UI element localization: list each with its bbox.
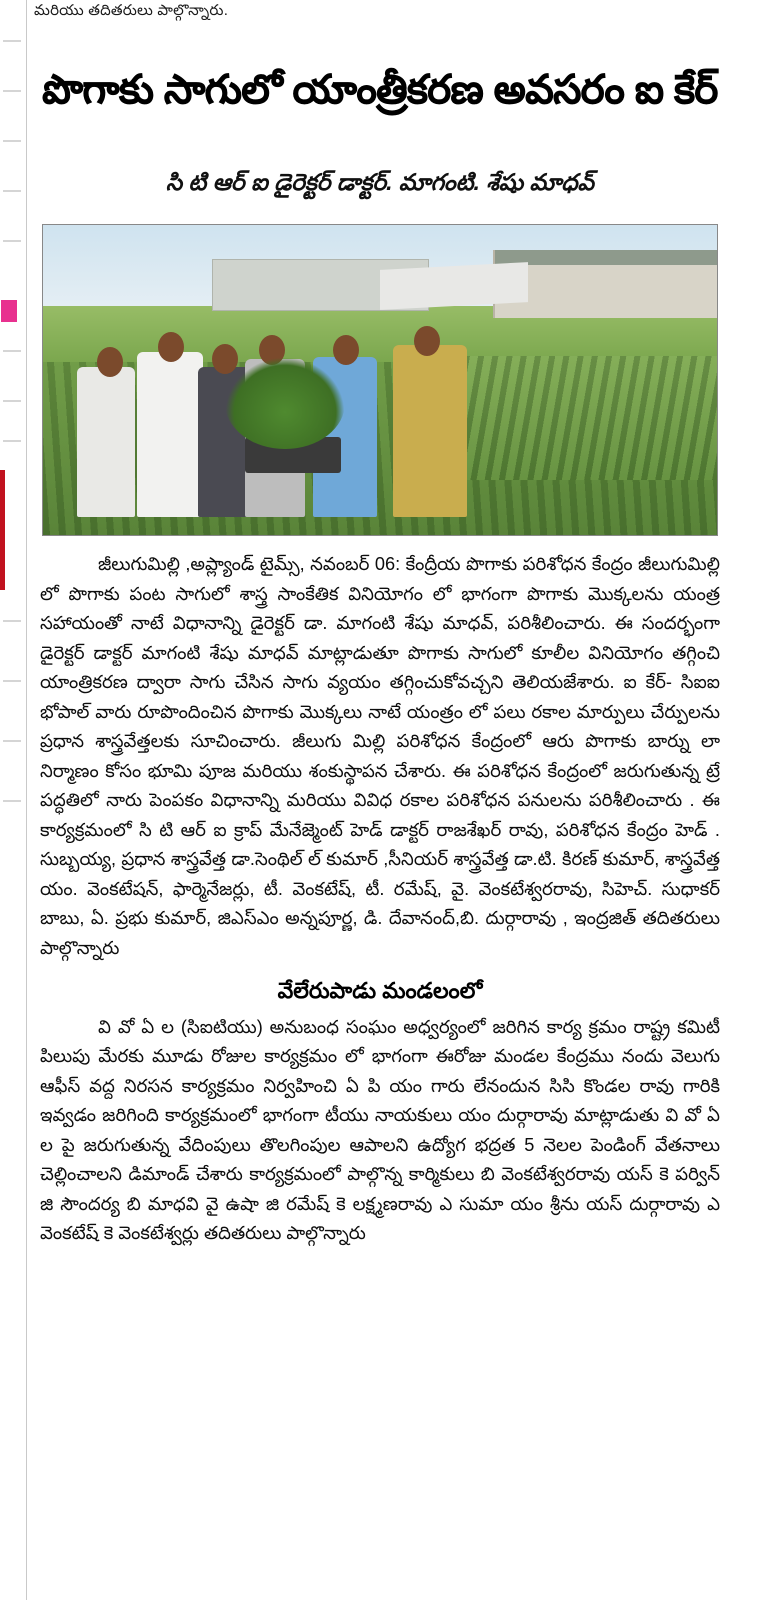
section-paragraph: వి వో ఏ ల (సిఐటియు) అనుబంధ సంఘం అధ్వర్యంలో జరిగిన కార్య క్రమం రాష్ట్ర కమిటీ పిలుపు మేరకు మూడు రోజుల కార్యక్రమం లో భాగంగా ఈరోజు మండల కేంద్రము నందు వెలుగు ఆఫీస్ వద్ద నిరసన కార్యక్రమం నిర్వహించి ఏ పి యం గారు లేనందున సిసి కొండల రావు గారికి ఇవ్వడం జరిగింది కార్యక్రమంలో భాగంగా టీయు నాయకులు యం దుర్గారావు మాట్లాడుతు వి వో ఏ ల పై జరుగుతున్న వేదింపులు తొలగింపుల ఆపాలని ఉద్యోగ భద్రత 5 నెలల పెండింగ్ వేతనాలు చెల్లించాలని డిమాండ్ చేశారు కార్యక్రమంలో పాల్గొన్న కార్మికులు బి వెంకటేశ్వరరావు యస్ కె పర్విన్ జి సౌందర్య బి మాధవి వై ఉషా జి రమేష్ కె లక్ష్మణరావు ఎ సుమా యం శ్రీను యస్ దుర్గారావు ఎ వెంకటేష్ కె వెంకటేశ్వర్లు తదితరులు పాల్గొన్నారు (40, 1016, 720, 1244)
photo-person-3-head (212, 344, 238, 374)
article-body (30, 546, 730, 1248)
photo-person-6 (393, 345, 467, 517)
article-photo (42, 224, 718, 536)
photo-tent (380, 262, 528, 310)
previous-article-tail: మరియు తదితరులు పాల్గొన్నారు. (34, 2, 229, 19)
section-heading: వేలేరుపాడు మండలంలో (277, 978, 483, 1004)
left-column-strip (0, 0, 27, 1600)
page-title: పొగాకు సాగులో యాంత్రీకరణ అవసరం ఐ కేర్ (42, 67, 718, 112)
decorative-red-bar (0, 470, 5, 590)
decorative-pink-block (1, 300, 17, 322)
photo-person-6-head (414, 326, 440, 356)
photo-person-2-head (158, 332, 184, 362)
photo-person-2 (137, 352, 203, 517)
article-subheading: సి టి ఆర్ ఐ డైరెక్టర్ డాక్టర్. మాగంటి. శేషు మాధవ్ (166, 169, 594, 196)
article-paragraph: జీలుగుమిల్లి ,అప్ల్యాండ్ టైమ్స్, నవంబర్ 06: కేంద్రీయ పొగాకు పరిశోధన కేంద్రం జీలుగుమిల్లి లో పొగాకు పంట సాగులో శాస్త్ర సాంకేతిక వినియోగం లో భాగంగా పొగాకు మొక్కలను యంత్ర సహాయంతో నాటే విధానాన్ని డైరెక్టర్ డా. మాగంటి శేషు మాధవ్, పరిశీలించారు. ఈ సందర్భంగా డైరెక్టర్ డాక్టర్ మాగంటి శేషు మాధవ్ మాట్లాడుతూ పొగాకు సాగులో కూలీల వినియోగం తగ్గించి యాంత్రికరణ ద్వారా సాగు చేసిన సాగు వ్యయం తగ్గించుకోవచ్చని తెలియజేశారు. ఐ కేర్- సిఐఐ భోపాల్ వారు రూపొందించిన పొగాకు మొక్కలు నాటే యంత్రం లో పలు రకాల మార్పులు చేర్పులను ప్రధాన శాస్త్రవేత్తలకు సూచించారు. జీలుగు మిల్లి పరిశోధన కేంద్రంలో ఆరు పొగాకు బార్ను లా నిర్మాణం కోసం భూమి పూజ మరియు శంకుస్థాపన చేశారు. ఈ పరిశోధన కేంద్రంలో జరుగుతున్న ట్రే పద్ధతిలో నారు పెంపకం విధానాన్ని మరియు వివిధ రకాల పరిశోధన పనులను పరిశీలించారు . ఈ కార్యక్రమంలో సి టి ఆర్ ఐ క్రాప్ మేనేజ్మెంట్ హెడ్ డాక్టర్ రాజశేఖర్ రావు, పరిశోధన కేంద్రం హెడ్ . సుబ్బయ్య, ప్రధాన శాస్త్రవేత్త డా.సెంథిల్ ల్ కుమార్ ,సీనియర్ శాస్త్రవేత్త డా.టి. కిరణ్ కుమార్, శాస్త్రవేత్త యం. వెంకటేషన్, ఫార్మెనేజర్లు, టీ. వెంకటేష్, టీ. రమేష్, వై. వెంకటేశ్వరరావు, సిహెచ్. సుధాకర్ బాబు, ఏ. ప్రభు కుమార్, జిఎస్ఎం అన్నపూర్ణ, డి. దేవానంద్,బి. దుర్గారావు , ఇంద్రజిత్ తదితరులు పాల్గొన్నారు (40, 554, 720, 958)
photo-tobacco-seedlings (225, 357, 345, 449)
photo-person-5-head (333, 335, 359, 365)
article-content (30, 0, 730, 1251)
photo-person-1 (77, 367, 135, 517)
photo-person-1-head (97, 347, 123, 377)
